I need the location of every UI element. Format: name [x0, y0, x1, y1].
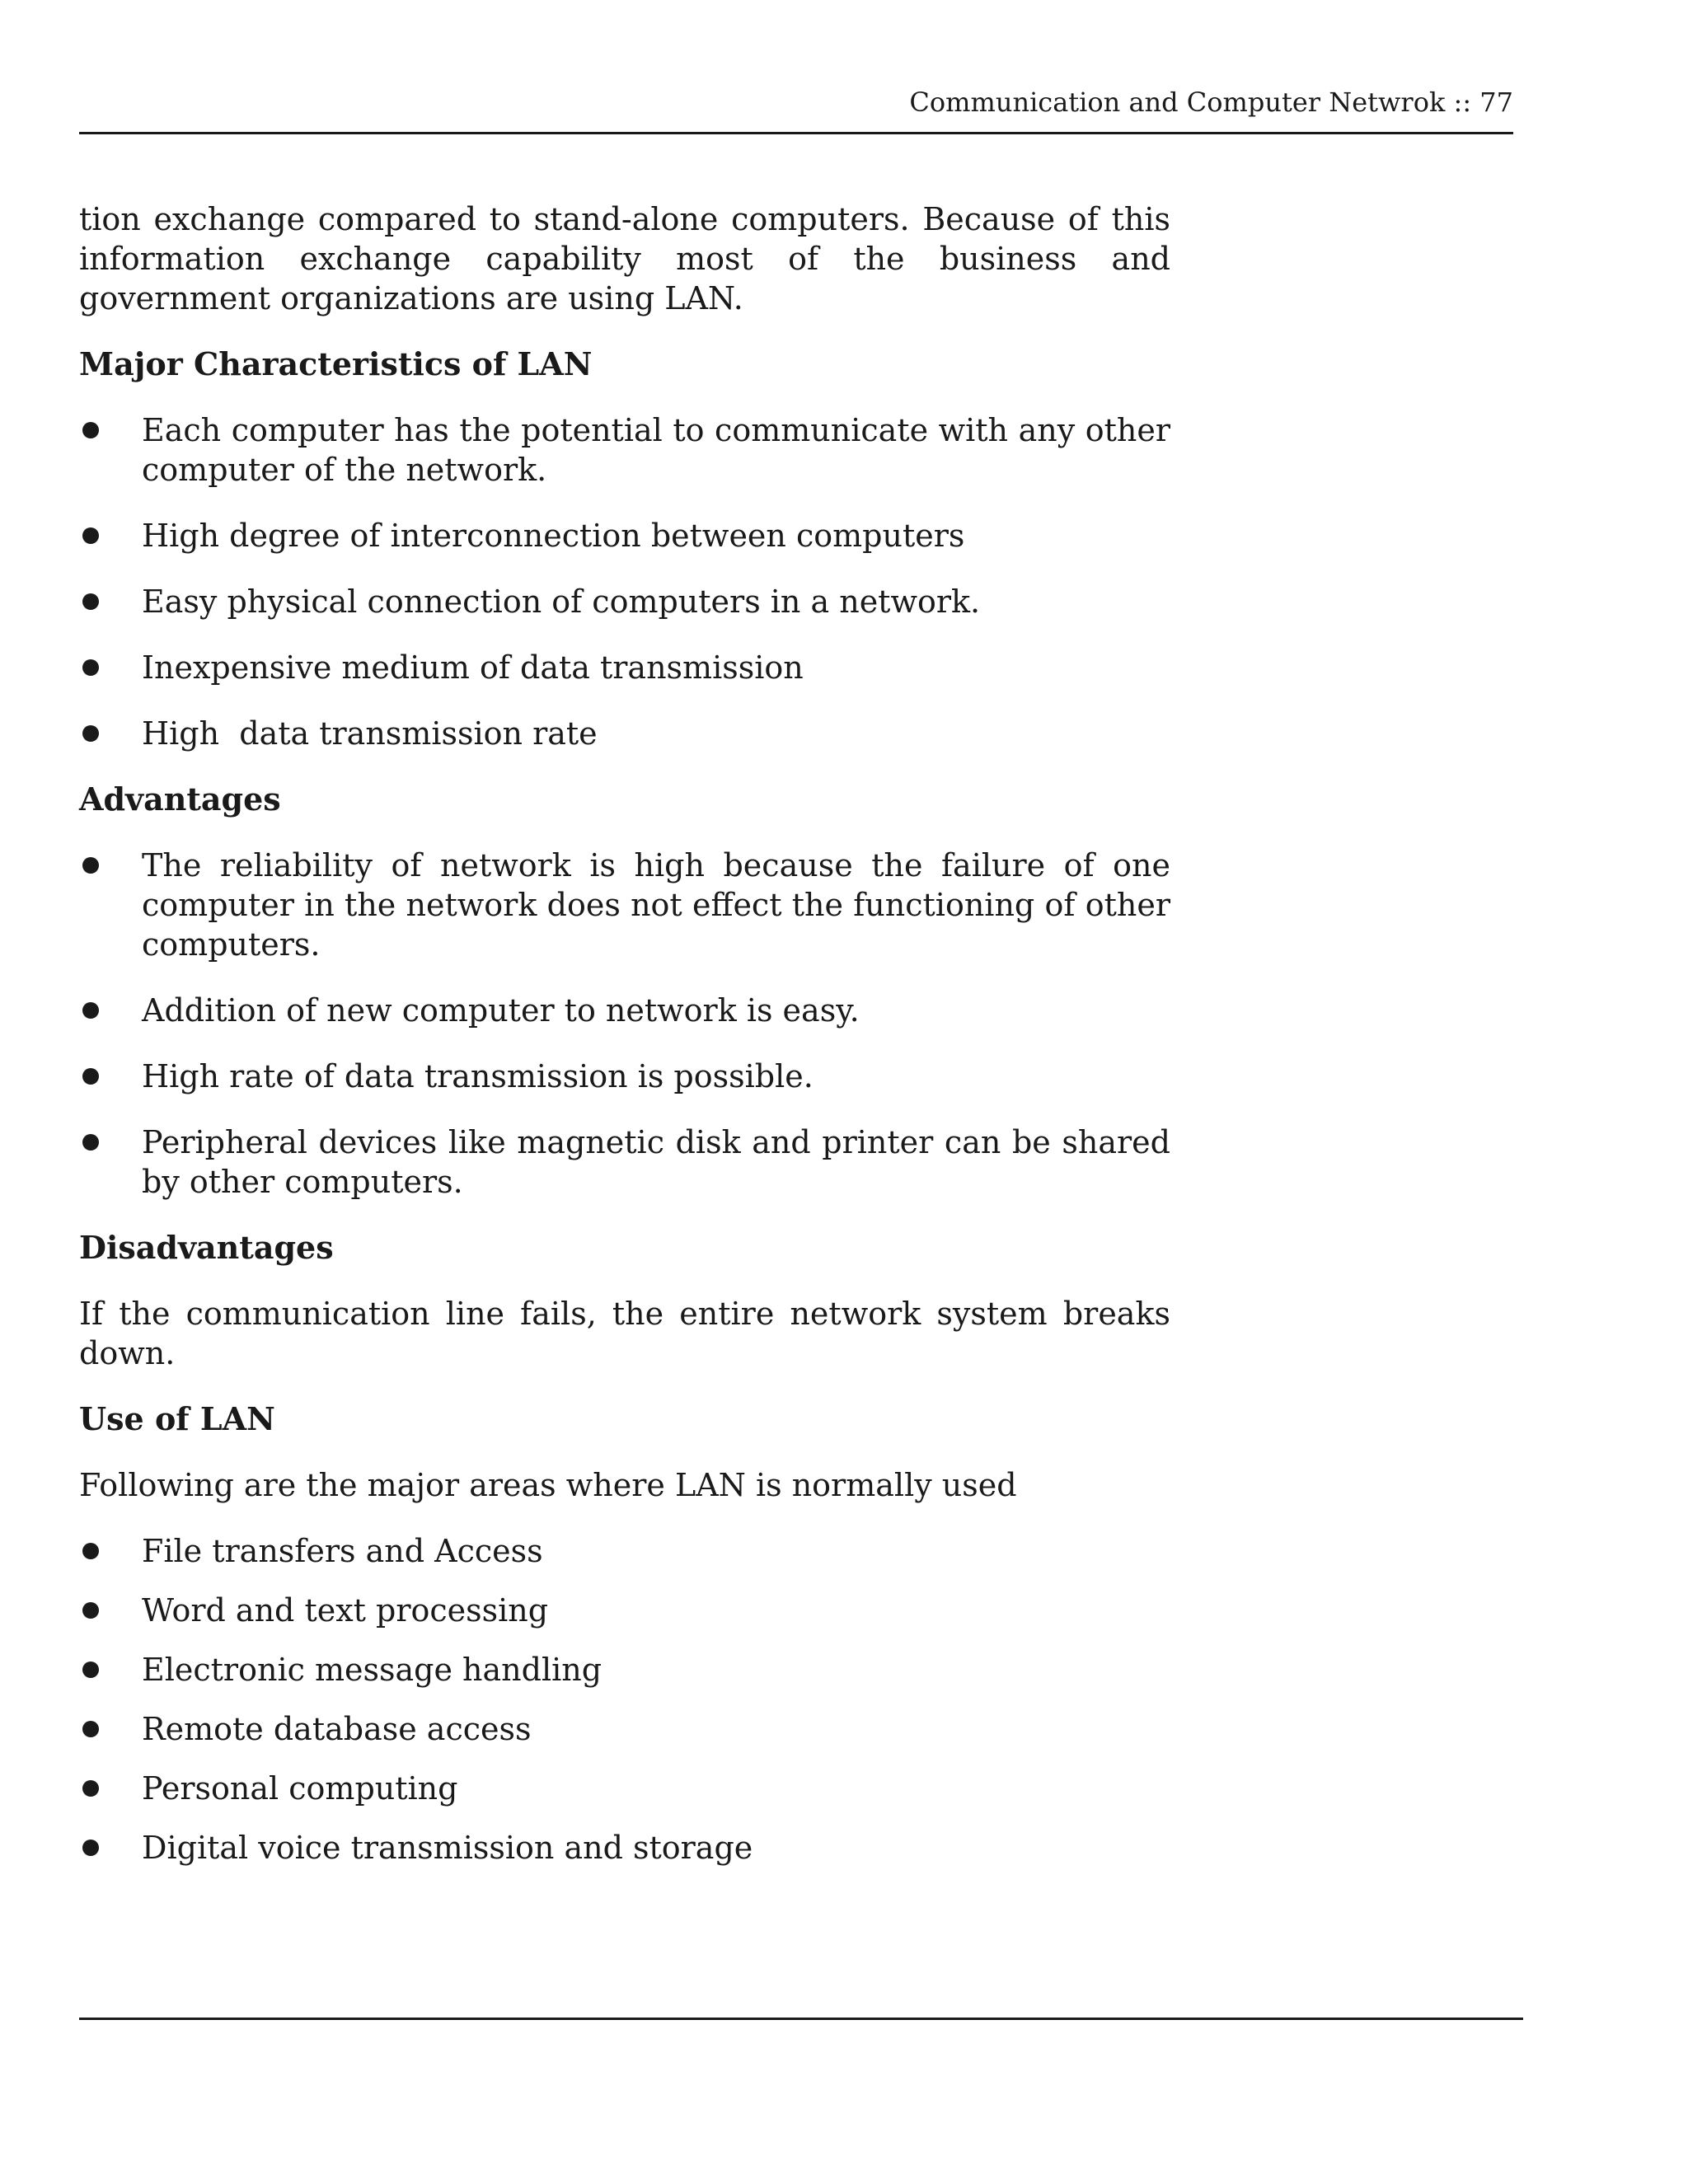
list-item — [79, 991, 1170, 1030]
list-item-text: File transfers and Access — [142, 1533, 543, 1569]
disadvantages-heading: Disadvantages — [79, 1229, 334, 1266]
footer-rule — [79, 2018, 1523, 2020]
page-body — [79, 199, 1170, 1868]
advantages-list — [79, 846, 1170, 1202]
uses-list — [79, 1531, 1170, 1868]
list-item-text: High degree of interconnection between computers — [142, 518, 965, 554]
list-item-text: Addition of new computer to network is easy. — [142, 992, 860, 1029]
list-item — [79, 648, 1170, 687]
list-item-text: Peripheral devices like magnetic disk and printer can be shared by other computers. — [142, 1124, 1170, 1200]
bullet-icon — [82, 593, 99, 610]
bullet-icon — [82, 1068, 99, 1085]
list-item-text: Digital voice transmission and storage — [142, 1830, 753, 1866]
list-item — [79, 1531, 1170, 1571]
list-item — [79, 846, 1170, 964]
bullet-icon — [82, 1780, 99, 1797]
bullet-icon — [82, 659, 99, 676]
list-item — [79, 1828, 1170, 1868]
list-item — [79, 1122, 1170, 1202]
intro-paragraph: tion exchange compared to stand-alone computers. Because of this information exchange capability most of the business and government organizations are using LAN. — [79, 201, 1170, 316]
uses-intro: Following are the major areas where LAN is normally used — [79, 1467, 1017, 1503]
bullet-icon — [82, 527, 99, 544]
characteristics-heading: Major Characteristics of LAN — [79, 345, 593, 382]
disadvantages-paragraph: If the communication line fails, the entire network system breaks down. — [79, 1296, 1170, 1371]
list-item-text: Remote database access — [142, 1711, 532, 1747]
bullet-icon — [82, 857, 99, 874]
list-item-text: Word and text processing — [142, 1592, 549, 1629]
characteristics-list — [79, 410, 1170, 753]
list-item — [79, 1057, 1170, 1096]
list-item — [79, 714, 1170, 753]
bullet-icon — [82, 1721, 99, 1737]
list-item — [79, 1769, 1170, 1808]
advantages-heading: Advantages — [79, 780, 281, 818]
list-item-text: Electronic message handling — [142, 1652, 603, 1688]
bullet-icon — [82, 1543, 99, 1559]
list-item — [79, 1591, 1170, 1630]
list-item-text: The reliability of network is high because the failure of one computer in the network does not effect the functioning of other computers. — [142, 847, 1170, 963]
bullet-icon — [82, 1661, 99, 1678]
bullet-icon — [82, 1840, 99, 1856]
bullet-icon — [82, 422, 99, 438]
list-item-text: High data transmission rate — [142, 715, 598, 752]
page-header — [79, 81, 1513, 134]
list-item — [79, 582, 1170, 621]
list-item-text: Personal computing — [142, 1770, 458, 1807]
list-item — [79, 1709, 1170, 1749]
list-item-text: High rate of data transmission is possible. — [142, 1058, 814, 1094]
list-item-text: Easy physical connection of computers in a network. — [142, 583, 981, 620]
list-item — [79, 1650, 1170, 1690]
list-item-text: Inexpensive medium of data transmission — [142, 649, 804, 686]
bullet-icon — [82, 1602, 99, 1619]
uses-heading: Use of LAN — [79, 1400, 275, 1437]
list-item — [79, 516, 1170, 555]
bullet-icon — [82, 1134, 99, 1151]
bullet-icon — [82, 725, 99, 742]
list-item — [79, 410, 1170, 490]
list-item-text: Each computer has the potential to communicate with any other computer of the network. — [142, 412, 1170, 488]
running-head: Communication and Computer Netwrok :: 77 — [909, 87, 1513, 118]
bullet-icon — [82, 1002, 99, 1019]
